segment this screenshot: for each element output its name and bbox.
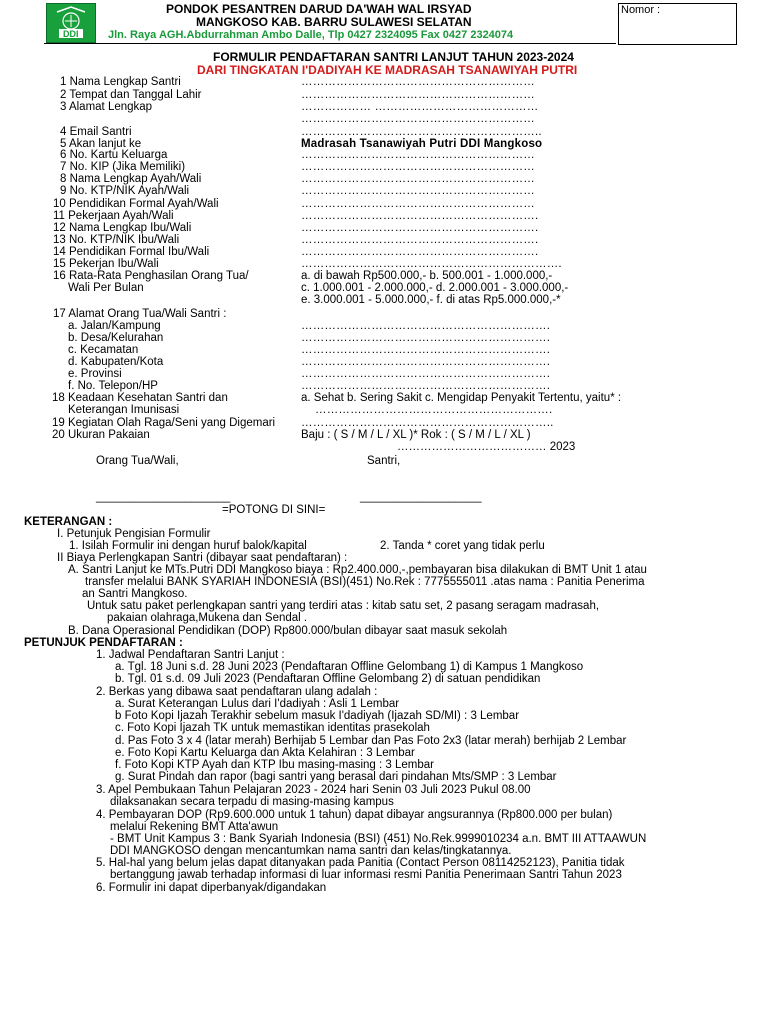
field-input[interactable]: …………………………………………………….. [301,126,542,138]
petunjuk-line: DDI MANGKOSO dengan mencantumkan nama santri dan kelas/tingkatannya. [110,845,512,857]
field-label: 6 No. Kartu Keluarga [60,149,168,161]
field-20-label: 20 Ukuran Pakaian [52,429,150,441]
address-field-input[interactable]: ………………………………………………………. [301,380,551,392]
field-19-input[interactable]: ……………………………………………………….. [301,417,554,429]
field-16-label-cont: Wali Per Bulan [68,282,144,294]
petunjuk-line: d. Pas Foto 3 x 4 (latar merah) Berhijab 5 Lembar dan Pas Foto 2x3 (latar merah) berhijab 2 Lembar [115,735,627,747]
field-input[interactable]: …………………………………………………… [301,89,535,101]
address-field-label: d. Kabupaten/Kota [68,356,164,368]
field-label: 10 Pendidikan Formal Ayah/Wali [53,198,219,210]
petunjuk-line: g. Surat Pindah dan rapor (bagi santri yang berasal dari pindahan Mts/SMP : 3 Lembar [115,771,557,783]
field-input[interactable]: ……………………………………………………. [301,210,539,222]
keterangan-line: Untuk satu paket perlengkapan santri yang terdiri atas : kitab satu set, 2 pasang seragam madrasah, [87,600,600,612]
field-input[interactable]: ……………………………………………………. [301,222,539,234]
address-field-input[interactable]: ………………………………………………………. [301,368,551,380]
field-label: 2 Tempat dan Tanggal Lahir [60,89,202,101]
keterangan-line: B. Dana Operasional Pendidikan (DOP) Rp800.000/bulan dibayar saat masuk sekolah [68,625,508,637]
org-name: PONDOK PESANTREN DARUD DA'WAH WAL IRSYAD [166,2,472,16]
address-field-label: a. Jalan/Kampung [68,320,161,332]
field-label: 1 Nama Lengkap Santri [60,76,181,88]
field-label: 5 Akan lanjut ke [60,138,142,150]
health-detail-input[interactable]: ……………………………………………………. [315,404,553,416]
keterangan-line: pakaian olahraga,Mukena dan Sendal . [107,612,308,624]
field-input[interactable]: …………………………………………………… [301,149,535,161]
field-label: 14 Pendidikan Formal Ibu/Wali [53,246,210,258]
keterangan-line: transfer melalui BANK SYARIAH INDONESIA (BSI)(451) No.Rek : 7775555011 .atas nama : Panitia Penerima [85,576,645,588]
clothing-size-options[interactable]: Baju : ( S / M / L / XL )* Rok : ( S / M / L / XL ) [301,429,531,441]
field-18-label-cont: Keterangan Imunisasi [68,404,180,416]
petunjuk-line: 3. Apel Pembukaan Tahun Pelajaran 2023 - 2024 hari Senin 03 Juli 2023 Pukul 08.00 [96,784,531,796]
field-input[interactable]: …………………………………………………… [301,173,535,185]
field-label: 3 Alamat Lengkap [60,101,153,113]
petunjuk-line: b. Tgl. 01 s.d. 09 Juli 2023 (Pendaftaran Offline Gelombang 2) di satuan pendidikan [115,673,541,685]
address-field-label: b. Desa/Kelurahan [68,332,164,344]
header-divider [44,43,616,44]
field-16-label: 16 Rata-Rata Penghasilan Orang Tua/ [53,270,249,282]
field-label: 7 No. KIP (Jika Memiliki) [60,161,186,173]
student-signature-line: ___________________ [360,491,482,503]
petunjuk-line: melalui Rekening BMT Atta'awun [110,821,279,833]
form-subtitle: DARI TINGKATAN I'DADIYAH KE MADRASAH TSANAWIYAH PUTRI [197,63,578,77]
field-label: 13 No. KTP/NIK Ibu/Wali [53,234,180,246]
keterangan-line: II Biaya Perlengkapan Santri (dibayar saat pendaftaran) : [57,552,348,564]
form-title: FORMULIR PENDAFTARAN SANTRI LANJUT TAHUN 2023-2024 [213,50,574,64]
field-input[interactable]: …………………………………………………… [301,198,535,210]
petunjuk-line: c. Foto Kopi Ijazah TK untuk memastikan identitas prasekolah [115,722,430,734]
health-options[interactable]: a. Sehat b. Sering Sakit c. Mengidap Penyakit Tertentu, yaitu* : [301,392,622,404]
field-18-label: 18 Keadaan Kesehatan Santri dan [52,392,228,404]
petunjuk-line: f. Foto Kopi KTP Ayah dan KTP Ibu masing-masing : 3 Lembar [115,759,434,771]
keterangan-title: KETERANGAN : [24,516,113,528]
signature-date[interactable]: ………………………………… 2023 [397,441,576,453]
petunjuk-line: e. Foto Kopi Kartu Keluarga dan Akta Kelahiran : 3 Lembar [115,747,415,759]
address-field-label: e. Provinsi [68,368,122,380]
petunjuk-line: 2. Berkas yang dibawa saat pendaftaran ulang adalah : [96,686,378,698]
petunjuk-line: dilaksanakan secara terpadu di masing-masing kampus [110,796,394,808]
field-input[interactable]: …………………………………………………… [301,161,535,173]
org-address: Jln. Raya AGH.Abdurrahman Ambo Dalle, Tlp 0427 2324095 Fax 0427 2324074 [108,29,514,41]
address-field-input[interactable]: ………………………………………………………. [301,356,551,368]
petunjuk-line: b Foto Kopi Ijazah Terakhir sebelum masuk I'dadiyah (Ijazah SD/MI) : 3 Lembar [115,710,520,722]
field-input[interactable]: ……………………………………………………. [301,234,539,246]
org-location: MANGKOSO KAB. BARRU SULAWESI SELATAN [196,15,472,29]
school-name-value: Madrasah Tsanawiyah Putri DDI Mangkoso [301,138,543,150]
field-input[interactable]: …………………………………………………… [301,76,535,88]
field-label: 9 No. KTP/NIK Ayah/Wali [60,185,190,197]
petunjuk-line: a. Surat Keterangan Lulus dari I'dadiyah : Asli 1 Lembar [115,698,400,710]
petunjuk-line: 4. Pembayaran DOP (Rp9.600.000 untuk 1 tahun) dapat dibayar angsurannya (Rp800.000 per bulan) [96,809,613,821]
parent-signature-label: Orang Tua/Wali, [96,455,179,467]
income-options-3[interactable]: e. 3.000.001 - 5.000.000,- f. di atas Rp5.000.000,-* [301,294,561,306]
field-label: 8 Nama Lengkap Ayah/Wali [60,173,202,185]
address-field-input[interactable]: ………………………………………………………. [301,344,551,356]
petunjuk-line: - BMT Unit Kampus 3 : Bank Syariah Indonesia (BSI) (451) No.Rek.9999010234 a.n. BMT III ATTAAWUN [110,833,647,845]
nomor-label: Nomor : [621,4,661,16]
petunjuk-line: 1. Jadwal Pendaftaran Santri Lanjut : [96,649,285,661]
field-input[interactable]: …………………………………………………… [301,185,535,197]
field-input[interactable]: ……………… …………………………………… [301,101,539,113]
petunjuk-line: 6. Formulir ini dapat diperbanyak/digandakan [96,882,327,894]
field-input[interactable]: ……………………………………………………. [301,246,539,258]
school-logo [46,3,96,43]
field-label: 11 Pekerjaan Ayah/Wali [53,210,174,222]
field-input[interactable]: …………………………………………………… [301,113,535,125]
field-19-label: 19 Kegiatan Olah Raga/Seni yang Digemari [52,417,276,429]
field-label: 4 Email Santri [60,126,132,138]
logo-text: DDI [63,29,79,39]
address-field-input[interactable]: ………………………………………………………. [301,320,551,332]
income-options-1[interactable]: a. di bawah Rp500.000,- b. 500.001 - 1.000.000,- [301,270,553,282]
keterangan-line: an Santri Mangkoso. [82,588,188,600]
petunjuk-line: 5. Hal-hal yang belum jelas dapat ditanyakan pada Panitia (Contact Person 08114252123), Panitia tidak [96,857,625,869]
address-field-input[interactable]: ………………………………………………………. [301,332,551,344]
field-label: 12 Nama Lengkap Ibu/Wali [53,222,192,234]
cut-here-label: =POTONG DI SINI= [222,504,326,516]
student-signature-label: Santri, [367,455,401,467]
field-17-label: 17 Alamat Orang Tua/Wali Santri : [53,308,227,320]
nomor-box[interactable] [618,3,737,45]
keterangan-line: I. Petunjuk Pengisian Formulir [57,528,211,540]
parent-signature-line: _____________________ [96,491,231,503]
address-field-label: c. Kecamatan [68,344,139,356]
field-label: 15 Pekerjan Ibu/Wali [53,258,159,270]
keterangan-line: 1. Isilah Formulir ini dengan huruf balok/kapital [69,540,307,552]
petunjuk-line: bertanggung jawab terhadap informasi di luar informasi resmi Panitia Penerimaan Santri Tahun 2023 [110,869,622,881]
field-input[interactable]: …………………………………………………………. [301,258,562,270]
petunjuk-title: PETUNJUK PENDAFTARAN : [24,637,183,649]
keterangan-line: 2. Tanda * coret yang tidak perlu [380,540,545,552]
address-field-label: f. No. Telepon/HP [68,380,158,392]
income-options-2[interactable]: c. 1.000.001 - 2.000.000,- d. 2.000.001 - 3.000.000,- [301,282,569,294]
petunjuk-line: a. Tgl. 18 Juni s.d. 28 Juni 2023 (Pendaftaran Offline Gelombang 1) di Kampus 1 Mangkoso [115,661,584,673]
keterangan-line: A. Santri Lanjut ke MTs.Putri DDI Mangkoso biaya : Rp2.400.000,-,pembayaran bisa dilakukan di BMT Unit 1 atau [68,564,647,576]
